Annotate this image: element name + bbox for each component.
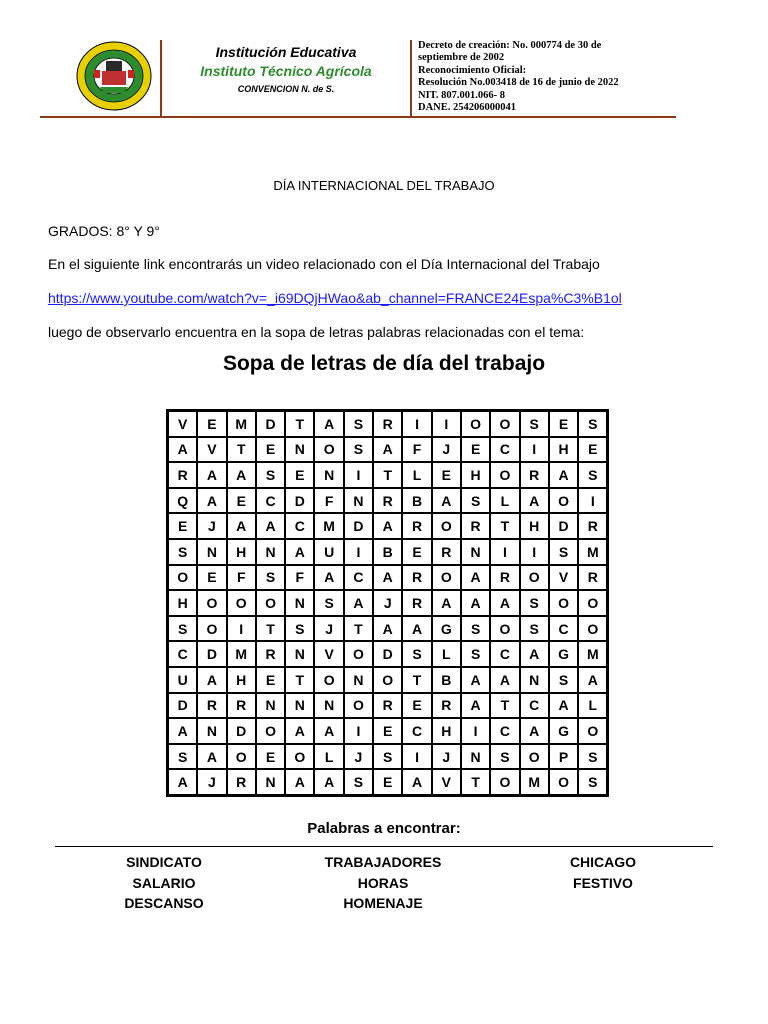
grid-cell: O [432, 565, 461, 591]
grid-cell: C [256, 488, 285, 514]
grid-cell: O [197, 616, 226, 642]
grid-cell: O [549, 488, 578, 514]
grid-cell: S [168, 539, 197, 565]
grid-cell: F [285, 565, 314, 591]
grid-cell: E [373, 718, 402, 744]
grid-cell: D [197, 641, 226, 667]
grid-cell: I [520, 539, 549, 565]
grid-cell: C [549, 616, 578, 642]
grid-cell: A [285, 718, 314, 744]
grid-cell: A [197, 488, 226, 514]
word-search-grid [166, 409, 609, 797]
grid-cell: B [373, 539, 402, 565]
grid-cell: C [285, 513, 314, 539]
grid-cell: E [373, 769, 402, 795]
grid-cell: A [314, 769, 343, 795]
grid-cell: O [490, 411, 519, 437]
word-column [283, 852, 483, 914]
grid-cell: A [373, 565, 402, 591]
grid-cell: A [461, 693, 490, 719]
header-divider-right [410, 40, 412, 116]
grid-cell: E [256, 437, 285, 463]
grid-cell: H [227, 667, 256, 693]
document-title: DÍA INTERNACIONAL DEL TRABAJO [273, 178, 495, 193]
video-link[interactable]: https://www.youtube.com/watch?v=_i69DQjHWao&ab_channel=FRANCE24Espa%C3%B1ol [48, 290, 622, 306]
grid-cell: S [373, 744, 402, 770]
decree-line: Reconocimiento Oficial: [418, 64, 527, 76]
grid-cell: A [461, 667, 490, 693]
grid-cell: N [461, 744, 490, 770]
grid-cell: L [402, 462, 431, 488]
grid-cell: N [461, 539, 490, 565]
grid-cell: V [549, 565, 578, 591]
grid-cell: R [402, 513, 431, 539]
grid-cell: S [344, 769, 373, 795]
grid-cell: C [490, 718, 519, 744]
grid-cell: H [549, 437, 578, 463]
grid-cell: M [520, 769, 549, 795]
grid-cell: N [285, 437, 314, 463]
grid-cell: A [373, 616, 402, 642]
grid-cell: M [314, 513, 343, 539]
grid-cell: A [578, 667, 607, 693]
word-item: HOMENAJE [343, 895, 423, 911]
grid-cell: D [549, 513, 578, 539]
grid-cell: O [461, 411, 490, 437]
grid-cell: O [197, 590, 226, 616]
grid-cell: E [227, 488, 256, 514]
grid-cell: A [520, 641, 549, 667]
grid-cell: R [490, 565, 519, 591]
grid-cell: D [344, 513, 373, 539]
grid-cell: O [256, 590, 285, 616]
grid-cell: N [197, 718, 226, 744]
grid-cell: T [402, 667, 431, 693]
word-item: FESTIVO [573, 874, 633, 891]
grid-cell: M [227, 411, 256, 437]
grid-cell: E [549, 411, 578, 437]
grid-cell: S [344, 411, 373, 437]
words-title: Palabras a encontrar: [307, 820, 461, 837]
grid-cell: A [285, 539, 314, 565]
grid-cell: C [490, 437, 519, 463]
grid-cell: S [520, 411, 549, 437]
grid-cell: J [373, 590, 402, 616]
word-item: SINDICATO [126, 854, 202, 870]
grid-cell: I [402, 411, 431, 437]
grid-cell: O [285, 744, 314, 770]
grid-cell: G [549, 641, 578, 667]
puzzle-title: Sopa de letras de día del trabajo [222, 352, 546, 375]
grid-cell: I [490, 539, 519, 565]
grid-cell: S [578, 462, 607, 488]
grid-cell: S [490, 744, 519, 770]
grid-cell: A [432, 590, 461, 616]
grid-cell: S [549, 667, 578, 693]
grid-cell: C [520, 693, 549, 719]
grid-cell: E [197, 411, 226, 437]
word-item: CHICAGO [569, 854, 637, 870]
grid-cell: D [373, 641, 402, 667]
header-underline [40, 116, 676, 118]
grid-cell: A [197, 667, 226, 693]
grid-cell: B [432, 667, 461, 693]
grid-cell: O [549, 590, 578, 616]
grid-cell: R [227, 693, 256, 719]
grid-cell: A [373, 437, 402, 463]
grid-cell: R [373, 693, 402, 719]
grid-cell: A [197, 744, 226, 770]
word-item: SALARIO [132, 874, 196, 891]
decree-line: septiembre de 2002 [418, 52, 505, 64]
grid-cell: I [432, 411, 461, 437]
grid-cell: S [285, 616, 314, 642]
grid-cell: A [461, 590, 490, 616]
grid-cell: F [314, 488, 343, 514]
grid-cell: R [578, 513, 607, 539]
grid-cell: T [227, 437, 256, 463]
grid-cell: A [314, 411, 343, 437]
grid-cell: A [168, 437, 197, 463]
grid-cell: S [168, 744, 197, 770]
intro-text: En el siguiente link encontrarás un video relacionado con el Día Internacional del Trabajo [48, 256, 600, 272]
grid-cell: O [578, 590, 607, 616]
grid-cell: T [285, 411, 314, 437]
grid-cell: N [314, 462, 343, 488]
grid-cell: A [168, 769, 197, 795]
grid-cell: S [578, 411, 607, 437]
grid-cell: O [549, 769, 578, 795]
grid-cell: A [490, 667, 519, 693]
word-item: TRABAJADORES [324, 854, 442, 870]
grid-cell: J [432, 437, 461, 463]
grid-cell: O [256, 718, 285, 744]
institute-name: Instituto Técnico Agrícola [200, 63, 372, 79]
grid-cell: R [373, 411, 402, 437]
grid-cell: R [461, 513, 490, 539]
grid-cell: N [197, 539, 226, 565]
grid-cell: T [373, 462, 402, 488]
grades-text: GRADOS: 8° Y 9° [48, 223, 160, 239]
grid-cell: A [490, 590, 519, 616]
grid-cell: V [168, 411, 197, 437]
grid-cell: A [227, 462, 256, 488]
grid-cell: S [256, 462, 285, 488]
grid-cell: O [520, 744, 549, 770]
words-divider [55, 846, 713, 847]
grid-cell: T [490, 693, 519, 719]
grid-cell: A [402, 769, 431, 795]
institution-name: Institución Educativa [215, 44, 357, 60]
grid-cell: G [432, 616, 461, 642]
grid-cell: A [402, 616, 431, 642]
grid-cell: R [578, 565, 607, 591]
grid-cell: I [344, 462, 373, 488]
grid-cell: O [227, 744, 256, 770]
grid-cell: C [168, 641, 197, 667]
grid-cell: S [344, 437, 373, 463]
grid-cell: I [344, 718, 373, 744]
grid-cell: E [256, 744, 285, 770]
grid-cell: D [168, 693, 197, 719]
grid-cell: R [432, 693, 461, 719]
grid-cell: A [549, 462, 578, 488]
grid-cell: H [168, 590, 197, 616]
grid-cell: O [490, 616, 519, 642]
grid-cell: O [344, 641, 373, 667]
grid-cell: R [520, 462, 549, 488]
grid-cell: I [227, 616, 256, 642]
grid-cell: T [256, 616, 285, 642]
grid-cell: O [314, 667, 343, 693]
grid-cell: E [402, 693, 431, 719]
grid-cell: S [461, 641, 490, 667]
institution-location: CONVENCION N. de S. [237, 84, 335, 94]
grid-cell: H [520, 513, 549, 539]
header-divider-left [160, 40, 162, 116]
grid-cell: A [227, 513, 256, 539]
grid-cell: N [256, 693, 285, 719]
grid-cell: R [256, 641, 285, 667]
grid-cell: D [227, 718, 256, 744]
grid-cell: O [520, 565, 549, 591]
word-item: DESCANSO [124, 895, 204, 911]
grid-cell: H [432, 718, 461, 744]
grid-cell: U [314, 539, 343, 565]
decree-line: Resolución No.003418 de 16 de junio de 2022 [418, 77, 619, 89]
grid-cell: N [314, 693, 343, 719]
grid-cell: I [402, 744, 431, 770]
grid-cell: A [256, 513, 285, 539]
grid-cell: O [373, 667, 402, 693]
grid-cell: R [373, 488, 402, 514]
grid-cell: C [490, 641, 519, 667]
grid-cell: I [344, 539, 373, 565]
grid-cell: I [461, 718, 490, 744]
word-column [64, 852, 264, 914]
grid-cell: S [461, 488, 490, 514]
grid-cell: A [314, 565, 343, 591]
grid-cell: N [256, 769, 285, 795]
grid-cell: R [402, 590, 431, 616]
decree-line: NIT. 807.001.066- 8 [418, 89, 506, 101]
grid-cell: J [432, 744, 461, 770]
grid-cell: L [314, 744, 343, 770]
grid-cell: S [314, 590, 343, 616]
grid-cell: J [344, 744, 373, 770]
grid-cell: M [578, 539, 607, 565]
grid-cell: N [256, 539, 285, 565]
grid-cell: A [168, 718, 197, 744]
instruction-text: luego de observarlo encuentra en la sopa de letras palabras relacionadas con el tema: [48, 324, 585, 340]
grid-cell: S [549, 539, 578, 565]
grid-cell: G [549, 718, 578, 744]
grid-cell: S [520, 616, 549, 642]
grid-cell: O [490, 462, 519, 488]
grid-cell: R [227, 769, 256, 795]
grid-cell: E [402, 539, 431, 565]
decree-line: Decreto de creación: No. 000774 de 30 de [418, 40, 602, 51]
grid-cell: S [578, 744, 607, 770]
grid-cell: O [578, 616, 607, 642]
grid-cell: O [314, 437, 343, 463]
grid-cell: S [520, 590, 549, 616]
grid-cell: M [578, 641, 607, 667]
grid-cell: O [168, 565, 197, 591]
grid-cell: S [256, 565, 285, 591]
grid-cell: A [520, 718, 549, 744]
grid-cell: C [402, 718, 431, 744]
grid-cell: P [549, 744, 578, 770]
grid-cell: S [168, 616, 197, 642]
grid-cell: E [256, 667, 285, 693]
grid-cell: C [344, 565, 373, 591]
word-column [503, 852, 703, 893]
grid-cell: V [197, 437, 226, 463]
grid-cell: E [578, 437, 607, 463]
grid-cell: S [461, 616, 490, 642]
grid-cell: N [285, 590, 314, 616]
grid-cell: F [402, 437, 431, 463]
grid-cell: O [227, 590, 256, 616]
grid-cell: D [285, 488, 314, 514]
grid-cell: I [520, 437, 549, 463]
grid-cell: H [461, 462, 490, 488]
grid-cell: A [461, 565, 490, 591]
school-logo-icon [76, 41, 152, 111]
grid-cell: A [344, 590, 373, 616]
grid-cell: A [285, 769, 314, 795]
grid-cell: R [432, 539, 461, 565]
grid-cell: I [578, 488, 607, 514]
grid-cell: F [227, 565, 256, 591]
grid-cell: A [549, 693, 578, 719]
grid-cell: S [402, 641, 431, 667]
grid-cell: R [168, 462, 197, 488]
grid-cell: T [490, 513, 519, 539]
grid-cell: R [402, 565, 431, 591]
word-item: HORAS [357, 874, 409, 891]
institution-block [166, 44, 406, 94]
grid-cell: A [432, 488, 461, 514]
grid-cell: J [314, 616, 343, 642]
grid-cell: A [373, 513, 402, 539]
grid-cell: A [520, 488, 549, 514]
grid-cell: U [168, 667, 197, 693]
grid-cell: N [285, 641, 314, 667]
grid-cell: N [344, 667, 373, 693]
grid-cell: O [432, 513, 461, 539]
grid-cell: A [197, 462, 226, 488]
grid-cell: O [344, 693, 373, 719]
grid-cell: S [578, 769, 607, 795]
grid-cell: O [490, 769, 519, 795]
grid-cell: Q [168, 488, 197, 514]
decree-block [418, 40, 668, 114]
grid-cell: T [461, 769, 490, 795]
grid-cell: N [520, 667, 549, 693]
grid-cell: A [314, 718, 343, 744]
grid-cell: V [432, 769, 461, 795]
grid-cell: L [432, 641, 461, 667]
grid-cell: M [227, 641, 256, 667]
grid-cell: L [578, 693, 607, 719]
grid-cell: D [256, 411, 285, 437]
grid-cell: N [285, 693, 314, 719]
grid-cell: L [490, 488, 519, 514]
grid-cell: E [461, 437, 490, 463]
grid-cell: J [197, 513, 226, 539]
grid-cell: T [344, 616, 373, 642]
grid-cell: T [285, 667, 314, 693]
grid-cell: E [285, 462, 314, 488]
grid-cell: R [197, 693, 226, 719]
grid-cell: E [432, 462, 461, 488]
grid-cell: B [402, 488, 431, 514]
grid-cell: H [227, 539, 256, 565]
grid-cell: E [197, 565, 226, 591]
grid-cell: J [197, 769, 226, 795]
grid-cell: O [578, 718, 607, 744]
decree-line: DANE. 254206000041 [418, 102, 517, 114]
grid-cell: E [168, 513, 197, 539]
grid-cell: N [344, 488, 373, 514]
grid-cell: V [314, 641, 343, 667]
